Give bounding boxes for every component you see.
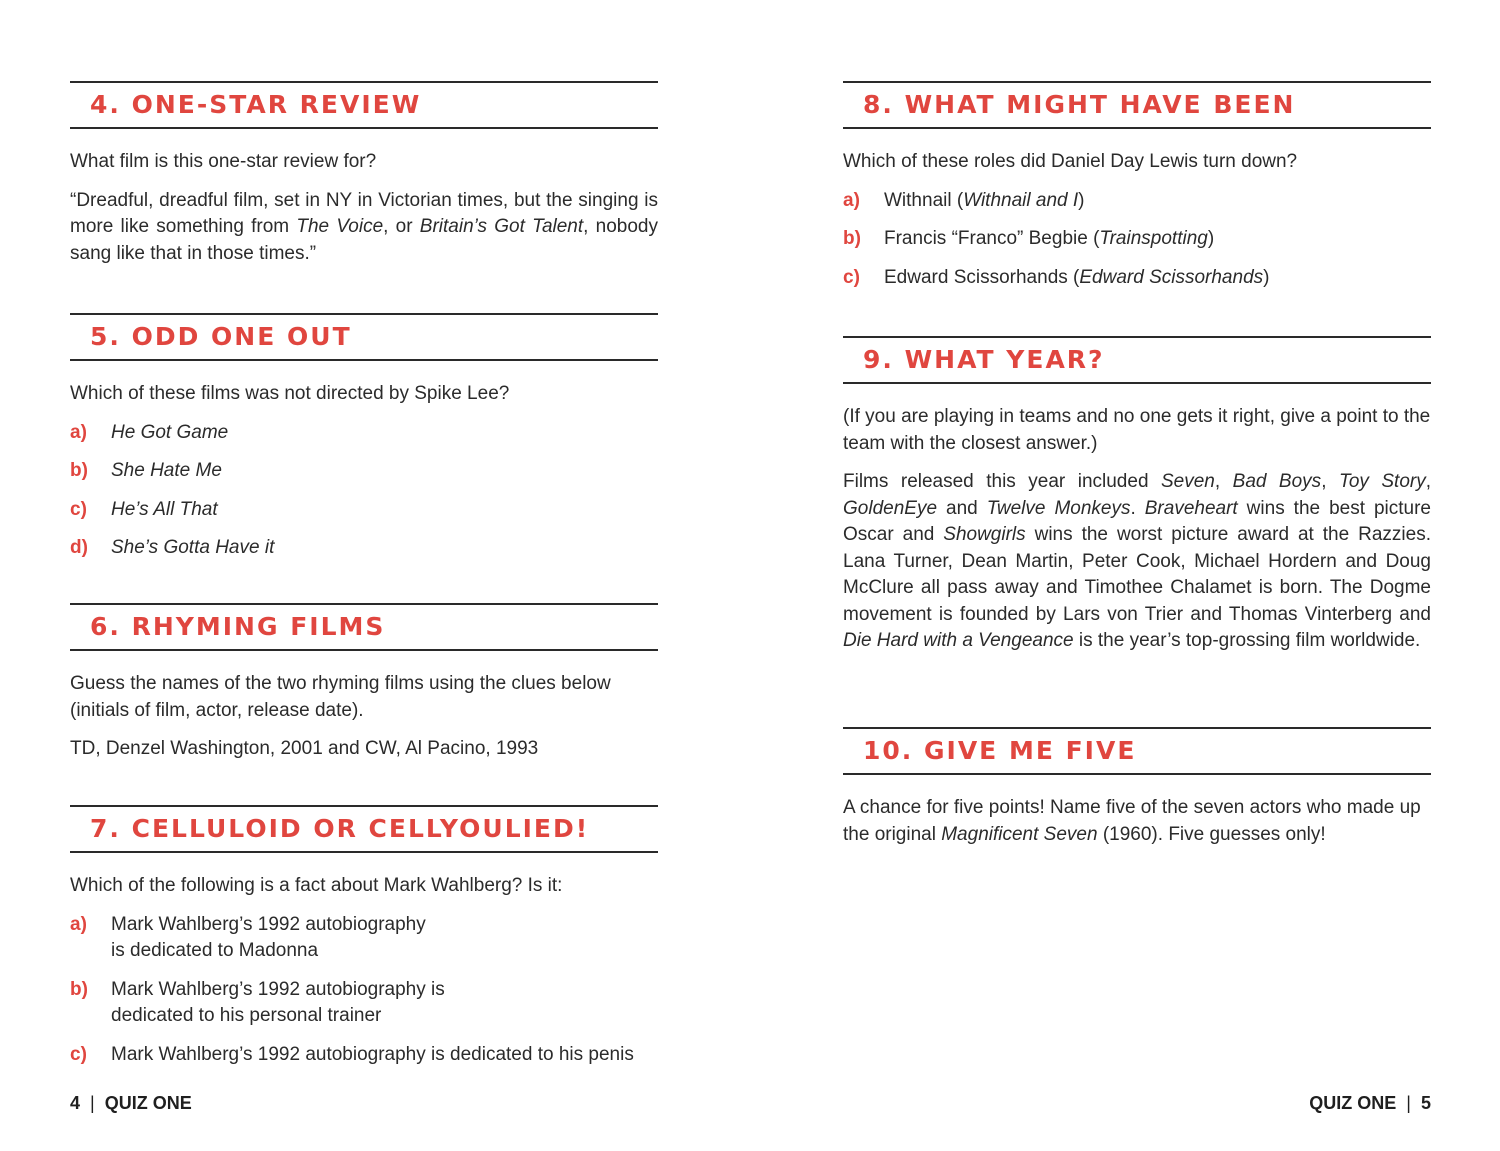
question-6-section bbox=[70, 603, 658, 775]
question-heading bbox=[843, 81, 1431, 129]
option-a: a) Withnail (Withnail and I) bbox=[843, 188, 1431, 215]
option-text: She Hate Me bbox=[111, 460, 222, 481]
question-heading bbox=[843, 727, 1431, 775]
question-9-title: 9. WHAT YEAR? bbox=[863, 345, 1105, 374]
question-4-title: 4. ONE-STAR REVIEW bbox=[90, 90, 422, 119]
question-5-section bbox=[70, 313, 658, 574]
option-letter: c) bbox=[70, 1043, 87, 1065]
question-6-prompt: Guess the names of the two rhyming films using the clues below (initials of film, actor, release date). bbox=[70, 673, 611, 721]
page-number: 5 bbox=[1420, 1093, 1431, 1113]
page-footer bbox=[1309, 1093, 1431, 1114]
option-letter: a) bbox=[70, 421, 87, 443]
option-b: b) Francis “Franco” Begbie (Trainspotting) bbox=[843, 226, 1431, 253]
option-text: Mark Wahlberg’s 1992 autobiography is dedicated to his penis bbox=[111, 1043, 634, 1065]
option-text: She’s Gotta Have it bbox=[111, 537, 275, 558]
option-letter: a) bbox=[843, 189, 860, 211]
option-b bbox=[70, 977, 658, 1030]
option-letter: a) bbox=[70, 913, 87, 935]
option-text: is dedicated to Madonna bbox=[111, 940, 319, 961]
question-6-title: 6. RHYMING FILMS bbox=[90, 612, 386, 641]
question-8-section bbox=[843, 81, 1431, 303]
option-c bbox=[70, 497, 658, 524]
question-10-prompt: A chance for five points! Name five of the seven actors who made up the original Magnificent Seven (1960). Five guesses only! bbox=[843, 797, 1421, 845]
footer-title: QUIZ ONE bbox=[104, 1093, 192, 1113]
question-heading bbox=[70, 805, 658, 853]
footer-title: QUIZ ONE bbox=[1309, 1093, 1397, 1113]
option-letter: b) bbox=[70, 978, 88, 1000]
option-letter: d) bbox=[70, 537, 88, 558]
page-number: 4 bbox=[70, 1093, 81, 1113]
question-7-section bbox=[70, 805, 658, 1080]
question-4-review: “Dreadful, dreadful film, set in NY in Victorian times, but the singing is more like something from The Voice, or Britain’s Got Talent, nobody sang like that in those times.” bbox=[70, 189, 658, 264]
left-page bbox=[70, 0, 658, 1151]
option-d bbox=[70, 535, 658, 562]
option-c bbox=[70, 1042, 658, 1069]
question-9-clue: Films released this year included Seven, Bad Boys, Toy Story, GoldenEye and Twelve Monkeys. Braveheart wins the best picture Oscar and Showgirls wins the worst picture award at the Razzies. Lana Turner, Dean Martin, Peter Cook, Michael Hordern and Doug McClure all pass away and Timothee Chalamet is born. The Dogme movement is founded by Lars von Trier and Thomas Vinterberg and Die Hard with a Vengeance is the year’s top-grossing film worldwide. bbox=[843, 471, 1431, 651]
footer-divider: | bbox=[1406, 1093, 1411, 1113]
footer-divider: | bbox=[90, 1093, 95, 1113]
option-letter: c) bbox=[843, 266, 860, 288]
question-4-prompt: What film is this one-star review for? bbox=[70, 151, 377, 172]
option-letter: c) bbox=[70, 498, 87, 520]
option-b bbox=[70, 458, 658, 485]
option-text: Mark Wahlberg’s 1992 autobiography bbox=[111, 913, 426, 935]
question-7-title: 7. CELLULOID OR CELLYOULIED! bbox=[90, 814, 590, 843]
option-text: dedicated to his personal trainer bbox=[111, 1005, 382, 1026]
question-7-prompt: Which of the following is a fact about Mark Wahlberg? Is it: bbox=[70, 875, 563, 896]
question-8-title: 8. WHAT MIGHT HAVE BEEN bbox=[863, 90, 1296, 119]
question-9-section bbox=[843, 336, 1431, 667]
option-letter: b) bbox=[843, 228, 861, 249]
question-heading bbox=[70, 313, 658, 361]
right-page bbox=[843, 0, 1431, 1151]
question-5-prompt: Which of these films was not directed by Spike Lee? bbox=[70, 383, 510, 404]
option-a bbox=[70, 420, 658, 447]
option-c: c) Edward Scissorhands (Edward Scissorhands) bbox=[843, 265, 1431, 292]
option-letter: b) bbox=[70, 460, 88, 481]
question-6-clues: TD, Denzel Washington, 2001 and CW, Al Pacino, 1993 bbox=[70, 738, 539, 759]
option-text: He Got Game bbox=[111, 421, 229, 443]
question-5-title: 5. ODD ONE OUT bbox=[90, 322, 352, 351]
option-a bbox=[70, 912, 658, 965]
question-8-prompt: Which of these roles did Daniel Day Lewis turn down? bbox=[843, 151, 1298, 172]
option-text: Mark Wahlberg’s 1992 autobiography is bbox=[111, 978, 445, 1000]
option-text: He’s All That bbox=[111, 498, 218, 520]
question-heading bbox=[843, 336, 1431, 384]
question-10-title: 10. GIVE ME FIVE bbox=[863, 736, 1137, 765]
question-9-note: (If you are playing in teams and no one gets it right, give a point to the team with the closest answer.) bbox=[843, 406, 1431, 454]
question-4-section bbox=[70, 81, 658, 279]
question-heading bbox=[70, 603, 658, 651]
question-heading bbox=[70, 81, 658, 129]
page-footer bbox=[70, 1093, 192, 1114]
question-10-section bbox=[843, 727, 1431, 860]
